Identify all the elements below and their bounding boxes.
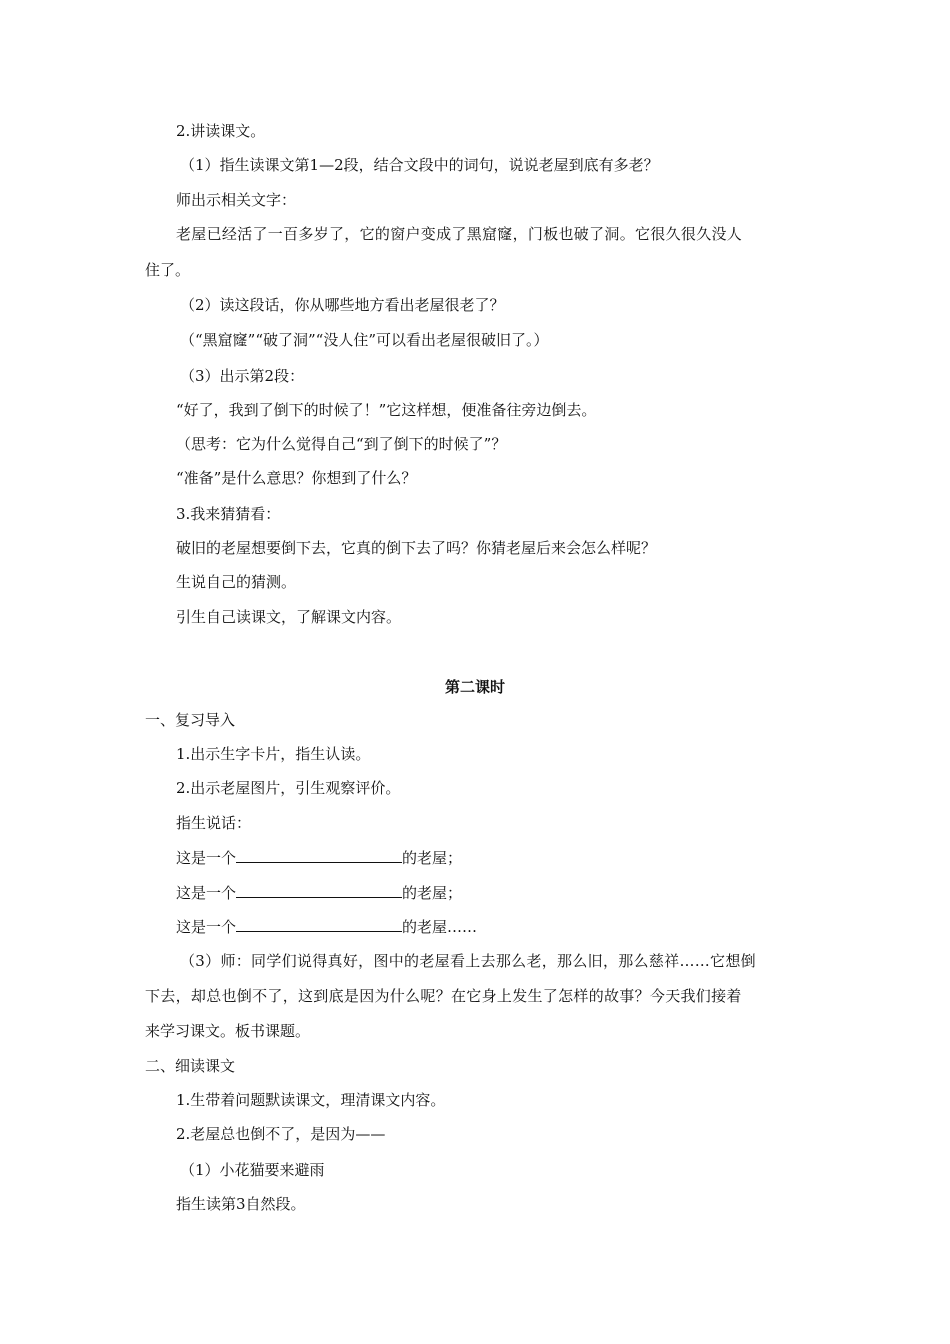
teacher-shows-text: 师出示相关文字： bbox=[176, 191, 297, 209]
item-1: 1.出示生字卡片，指生认读。 bbox=[176, 745, 371, 763]
fill-prefix: 这是一个 bbox=[176, 849, 237, 867]
part-2-title: 二、细读课文 bbox=[145, 1057, 236, 1075]
answer-2: （“黑窟窿”“破了洞”“没人住”可以看出老屋很破旧了。） bbox=[180, 331, 549, 349]
question-3: （3）出示第2段： bbox=[180, 367, 305, 385]
blank-line bbox=[236, 847, 402, 863]
fill-suffix: 的老屋； bbox=[402, 849, 463, 867]
part-1-title: 一、复习导入 bbox=[145, 711, 236, 729]
read-item-2: 2.老屋总也倒不了，是因为—— bbox=[176, 1125, 386, 1143]
meaning-question: “准备”是什么意思？你想到了什么？ bbox=[176, 469, 417, 487]
think-question: （思考：它为什么觉得自己“到了倒下的时候了”？ bbox=[176, 435, 507, 453]
fill-suffix: 的老屋…… bbox=[402, 918, 478, 936]
read-paragraph-3: 指生读第3自然段。 bbox=[176, 1195, 306, 1213]
fill-prefix: 这是一个 bbox=[176, 884, 237, 902]
fill-prefix: 这是一个 bbox=[176, 918, 237, 936]
student-guess: 生说自己的猜测。 bbox=[176, 573, 297, 591]
reason-1: （1）小花猫要来避雨 bbox=[180, 1161, 325, 1179]
fill-blank-3 bbox=[176, 916, 477, 937]
question-1: （1）指生读课文第1—2段，结合文段中的词句，说说老屋到底有多老？ bbox=[180, 156, 659, 174]
item-2: 2.出示老屋图片，引生观察评价。 bbox=[176, 779, 401, 797]
read-text: 引生自己读课文，了解课文内容。 bbox=[176, 608, 402, 626]
quoted-passage-line-1: 老屋已经活了一百多岁了，它的窗户变成了黑窟窿，门板也破了洞。它很久很久没人 bbox=[176, 225, 743, 243]
speak-prompt: 指生说话： bbox=[176, 814, 252, 832]
teacher-speech-line-2: 下去，却总也倒不了，这到底是因为什么呢？在它身上发生了怎样的故事？今天我们接着 bbox=[145, 987, 742, 1005]
fill-blank-2 bbox=[176, 882, 462, 903]
fill-blank-1 bbox=[176, 847, 462, 868]
step-2-heading: 2.讲读课文。 bbox=[176, 122, 266, 140]
guess-prompt: 破旧的老屋想要倒下去，它真的倒下去了吗？你猜老屋后来会怎么样呢？ bbox=[176, 539, 657, 557]
paragraph-2-quote: “好了，我到了倒下的时候了！”它这样想，便准备往旁边倒去。 bbox=[176, 401, 597, 419]
fill-suffix: 的老屋； bbox=[402, 884, 463, 902]
teacher-speech-line-1: （3）师：同学们说得真好，图中的老屋看上去那么老，那么旧，那么慈祥……它想倒 bbox=[180, 952, 756, 970]
quoted-passage-line-2: 住了。 bbox=[145, 261, 191, 279]
question-2: （2）读这段话，你从哪些地方看出老屋很老了？ bbox=[180, 296, 505, 314]
blank-line bbox=[236, 916, 402, 932]
section-heading: 第二课时 bbox=[444, 678, 505, 696]
teacher-speech-line-3: 来学习课文。板书课题。 bbox=[145, 1022, 311, 1040]
read-item-1: 1.生带着问题默读课文，理清课文内容。 bbox=[176, 1091, 446, 1109]
blank-line bbox=[236, 882, 402, 898]
step-3-heading: 3.我来猜猜看： bbox=[176, 505, 281, 523]
